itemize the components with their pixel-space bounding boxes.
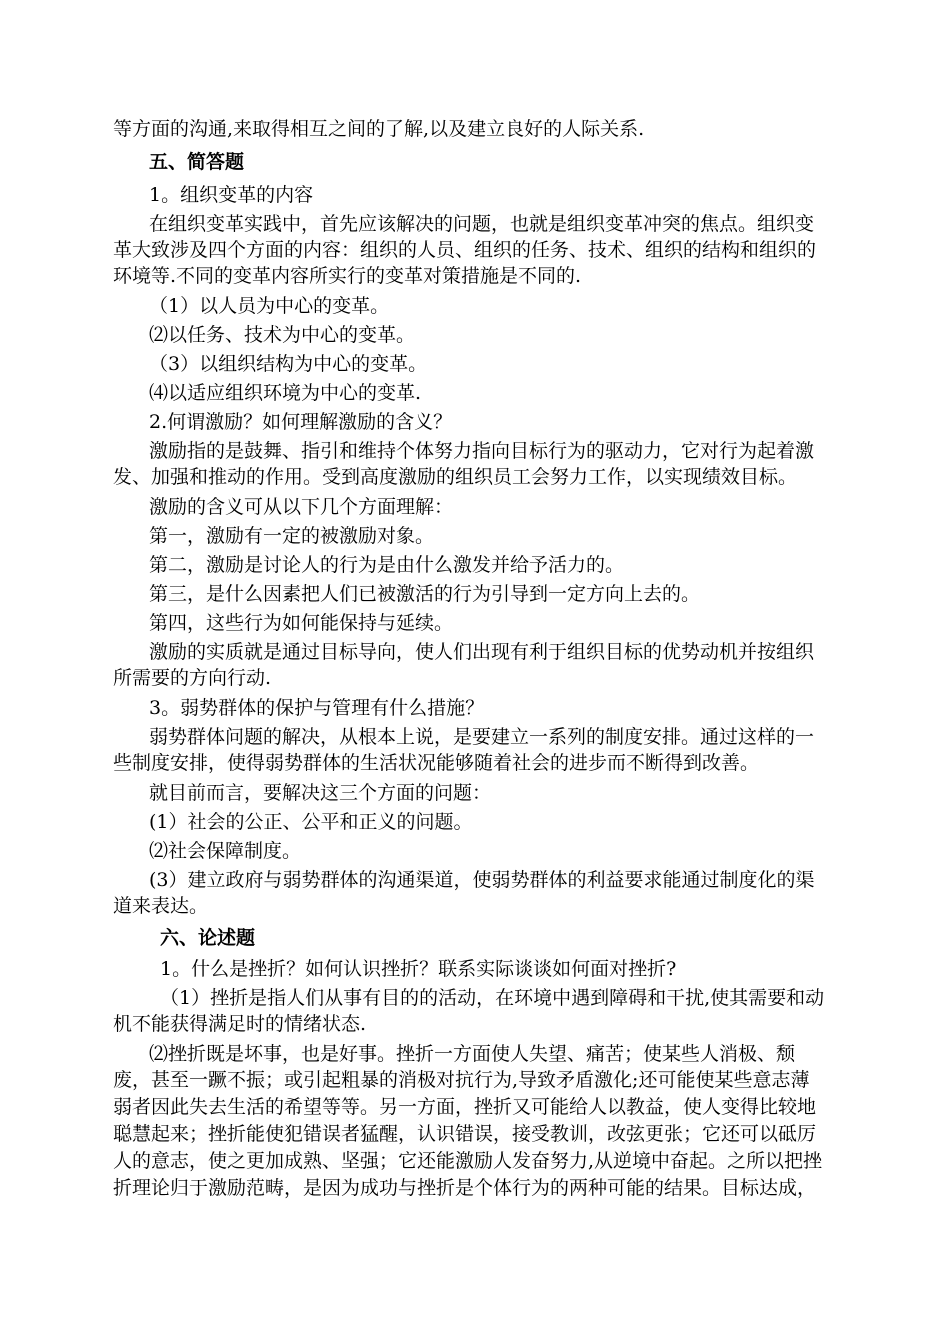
question-title: 3。弱势群体的保护与管理有什么措施？ bbox=[149, 697, 485, 719]
text-line: 折理论归于激励范畴，是因为成功与挫折是个体行为的两种可能的结果。目标达成， bbox=[113, 1177, 817, 1199]
text-line: 在组织变革实践中，首先应该解决的问题，也就是组织变革冲突的焦点。组织变 bbox=[149, 213, 815, 235]
text-line: 等方面的沟通,来取得相互之间的了解,以及建立良好的人际关系. bbox=[113, 118, 645, 140]
list-item: （1）以人员为中心的变革。 bbox=[149, 295, 390, 317]
list-item: ⑵社会保障制度。 bbox=[149, 840, 302, 862]
text-line: 道来表达。 bbox=[113, 895, 209, 917]
question-title: 1。什么是挫折？如何认识挫折？联系实际谈谈如何面对挫折? bbox=[160, 958, 677, 980]
text-line: 革大致涉及四个方面的内容：组织的人员、组织的任务、技术、组织的结构和组织的 bbox=[113, 239, 817, 261]
text-line: 激励的含义可从以下几个方面理解： bbox=[149, 496, 454, 518]
text-line: （1）挫折是指人们从事有目的的活动，在环境中遇到障碍和干扰,使其需要和动 bbox=[160, 987, 825, 1009]
text-line: 所需要的方向行动. bbox=[113, 667, 272, 689]
text-line: 些制度安排，使得弱势群体的生活状况能够随着社会的进步而不断得到改善。 bbox=[113, 752, 760, 774]
question-title: 1。组织变革的内容 bbox=[149, 184, 314, 206]
list-item: ⑵以任务、技术为中心的变革。 bbox=[149, 324, 416, 346]
text-line: 激励的实质就是通过目标导向，使人们出现有利于组织目标的优势动机并按组织 bbox=[149, 641, 815, 663]
section-heading: 五、简答题 bbox=[149, 151, 245, 173]
text-line: 废，甚至一蹶不振；或引起粗暴的消极对抗行为,导致矛盾激化;还可能使某些意志薄 bbox=[113, 1069, 810, 1091]
text-line: 第三，是什么因素把人们已被激活的行为引导到一定方向上去的。 bbox=[149, 583, 701, 605]
text-line: 弱势群体问题的解决，从根本上说，是要建立一系列的制度安排。通过这样的一 bbox=[149, 726, 815, 748]
list-item: (1）社会的公正、公平和正义的问题。 bbox=[149, 811, 473, 833]
text-line: 环境等.不同的变革内容所实行的变革对策措施是不同的. bbox=[113, 265, 582, 287]
text-line: 第一，激励有一定的被激励对象。 bbox=[149, 525, 435, 547]
question-title: 2.何谓激励？如何理解激励的含义？ bbox=[149, 411, 453, 433]
text-line: 人的意志，使之更加成熟、坚强；它还能激励人发奋努力,从逆境中奋起。之所以把挫 bbox=[113, 1150, 823, 1172]
text-line: 聪慧起来；挫折能使犯错误者猛醒，认识错误，接受教训，改弦更张；它还可以砥厉 bbox=[113, 1123, 817, 1145]
text-line: 机不能获得满足时的情绪状态. bbox=[113, 1013, 367, 1035]
list-item: （3）以组织结构为中心的变革。 bbox=[149, 353, 428, 375]
text-line: ⑵挫折既是坏事，也是好事。挫折一方面使人失望、痛苦；使某些人消极、颓 bbox=[149, 1043, 796, 1065]
text-line: 第二，激励是讨论人的行为是由什么激发并给予活力的。 bbox=[149, 554, 625, 576]
section-heading: 六、论述题 bbox=[160, 927, 256, 949]
list-item: (3）建立政府与弱势群体的沟通渠道，使弱势群体的利益要求能通过制度化的渠 bbox=[149, 869, 815, 891]
text-line: 激励指的是鼓舞、指引和维持个体努力指向目标行为的驱动力，它对行为起着激 bbox=[149, 440, 815, 462]
text-line: 弱者因此失去生活的希望等等。另一方面，挫折又可能给人以教益，使人变得比较地 bbox=[113, 1096, 817, 1118]
text-line: 第四，这些行为如何能保持与延续。 bbox=[149, 612, 454, 634]
text-line: 就目前而言，要解决这三个方面的问题： bbox=[149, 782, 492, 804]
text-line: 发、加强和推动的作用。受到高度激励的组织员工会努力工作，以实现绩效目标。 bbox=[113, 466, 798, 488]
list-item: ⑷以适应组织环境为中心的变革. bbox=[149, 382, 422, 404]
